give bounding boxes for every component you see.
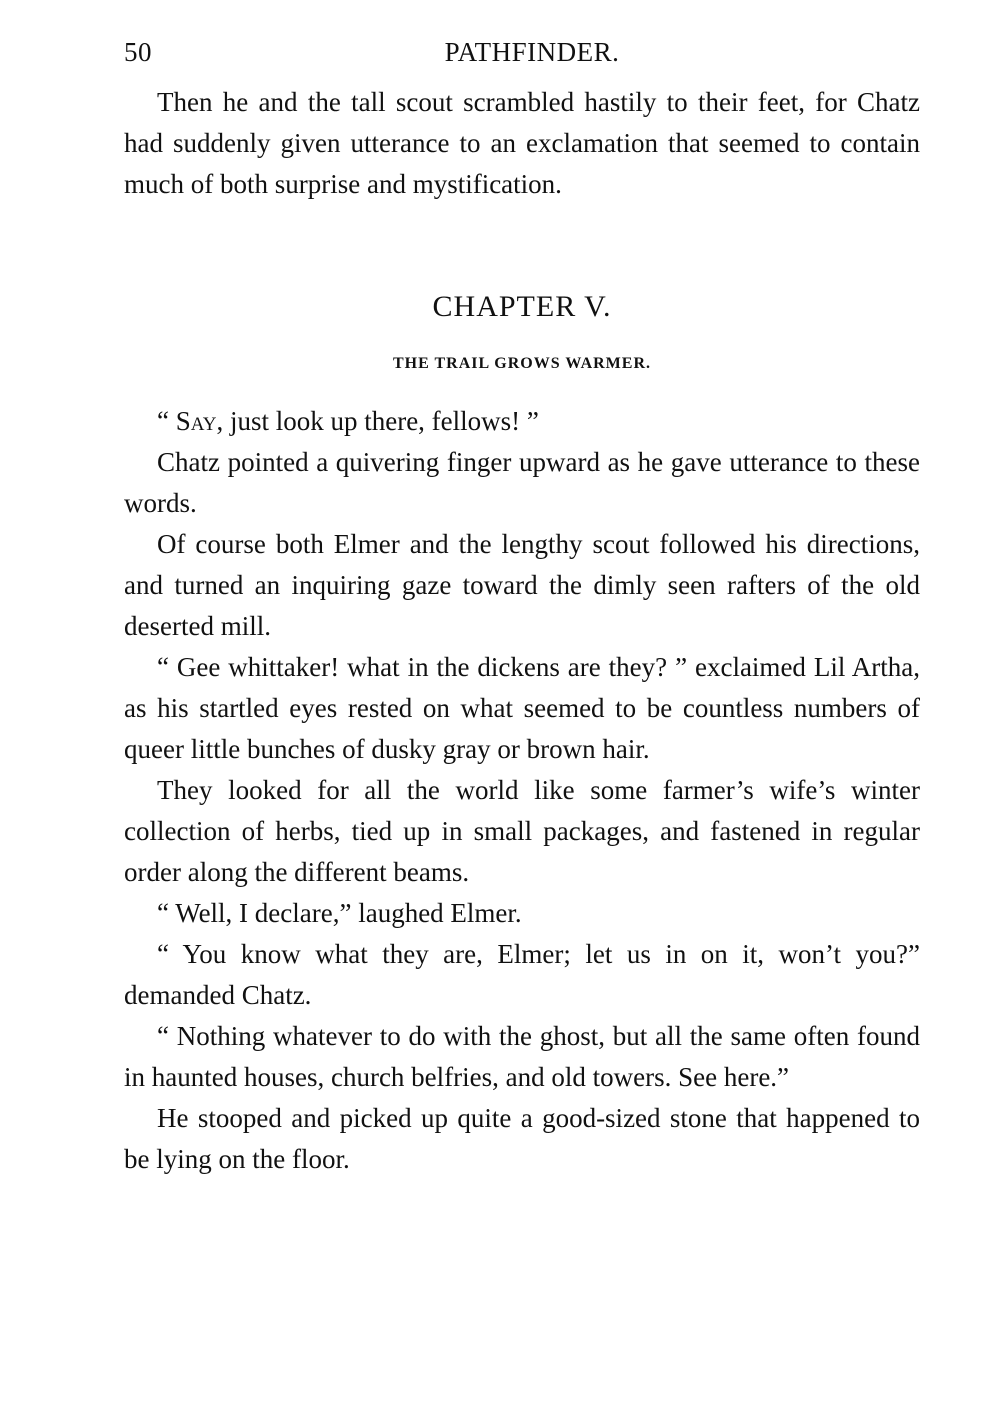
body-paragraph: “ Nothing whatever to do with the ghost, but all the same often found in haunted houses, church belfries, and old towers. See here.” xyxy=(124,1021,920,1092)
body-paragraph: “ Well, I declare,” laughed Elmer. xyxy=(157,898,522,928)
running-title: PATHFINDER. xyxy=(444,37,620,67)
chapter-first-paragraph xyxy=(124,401,920,442)
body-paragraph: They looked for all the world like some farmer’s wife’s winter collection of herbs, tied up in small packages, and fastened in regular order along the different beams. xyxy=(124,775,920,887)
running-header xyxy=(124,30,920,74)
first-line-rest: , just look up there, fellows! ” xyxy=(216,406,539,436)
body-paragraph: Of course both Elmer and the lengthy scout followed his directions, and turned an inquiring gaze toward the dimly seen rafters of the old deserted mill. xyxy=(124,529,920,641)
open-quote: “ xyxy=(157,406,176,436)
body-paragraph: “ You know what they are, Elmer; let us in on it, won’t you?” demanded Chatz. xyxy=(124,939,920,1010)
chapter-heading: CHAPTER V. xyxy=(432,290,612,323)
book-page xyxy=(124,30,920,1180)
body-paragraph: Chatz pointed a quivering finger upward as he gave utterance to these words. xyxy=(124,447,920,518)
opening-paragraph: Then he and the tall scout scrambled hastily to their feet, for Chatz had suddenly given utterance to an exclamation that seemed to contain much of both surprise and mystification. xyxy=(124,87,920,199)
body-paragraph: “ Gee whittaker! what in the dickens are they? ” exclaimed Lil Artha, as his startled eyes rested on what seemed to be countless numbers of queer little bunches of dusky gray or brown hair. xyxy=(124,652,920,764)
chapter-subtitle: THE TRAIL GROWS WARMER. xyxy=(392,355,651,372)
small-caps-word: Say xyxy=(175,406,217,436)
page-number: 50 xyxy=(124,37,152,67)
body-paragraph: He stooped and picked up quite a good-sized stone that happened to be lying on the floor. xyxy=(124,1103,920,1174)
